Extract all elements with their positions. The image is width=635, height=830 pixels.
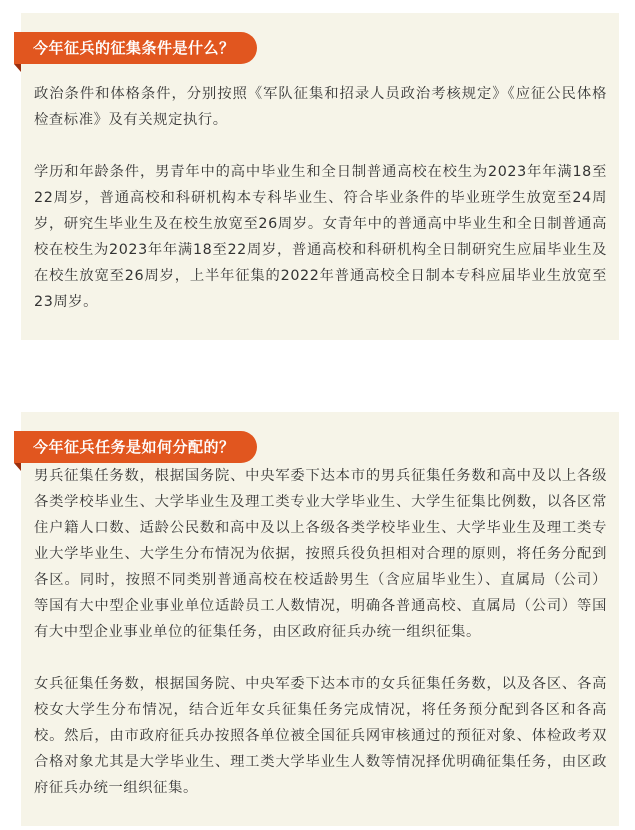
section-body (34, 81, 607, 315)
section-heading: 今年征兵的征集条件是什么？ (14, 32, 257, 64)
section-conditions (21, 13, 619, 340)
paragraph: 女兵征集任务数，根据国务院、中央军委下达本市的女兵征集任务数，以及各区、各高校女大学生分布情况，结合近年女兵征集任务完成情况，将任务预分配到各区和各高校。然后，由市政府征兵办按照各单位被全国征兵网审核通过的预征对象、体检政考双合格对象尤其是大学毕业生、理工类大学毕业生人数等情况择优明确征集任务，由区政府征兵办统一组织征集。 (34, 676, 607, 796)
section-body (34, 463, 607, 801)
paragraph: 政治条件和体格条件，分别按照《军队征集和招录人员政治考核规定》《应征公民体格检查标准》及有关规定执行。 (34, 86, 607, 128)
tag-fold-decoration (14, 64, 21, 72)
section-heading-tag (14, 32, 257, 64)
section-heading: 今年征兵任务是如何分配的？ (14, 431, 257, 463)
paragraph: 男兵征集任务数，根据国务院、中央军委下达本市的男兵征集任务数和高中及以上各级各类学校毕业生、大学毕业生及理工类专业大学毕业生、大学生征集比例数，以各区常住户籍人口数、适龄公民数和高中及以上各级各类学校毕业生、大学毕业生及理工类专业大学毕业生、大学生分布情况为依据，按照兵役负担相对合理的原则，将任务分配到各区。同时，按照不同类别普通高校在校适龄男生（含应届毕业生）、直属局（公司）等国有大中型企业事业单位适龄员工人数情况，明确各普通高校、直属局（公司）等国有大中型企业事业单位的征集任务，由区政府征兵办统一组织征集。 (34, 468, 607, 640)
tag-fold-decoration (14, 463, 21, 471)
paragraph: 学历和年龄条件，男青年中的高中毕业生和全日制普通高校在校生为2023年年满18至22周岁，普通高校和科研机构本专科毕业生、符合毕业条件的毕业班学生放宽至24周岁，研究生毕业生及在校生放宽至26周岁。女青年中的普通高中毕业生和全日制普通高校在校生为2023年年满18至22周岁，普通高校和科研机构全日制研究生应届毕业生及在校生放宽至26周岁，上半年征集的2022年普通高校全日制本专科应届毕业生放宽至23周岁。 (34, 164, 607, 310)
section-heading-tag (14, 431, 257, 463)
section-task-allocation (21, 412, 619, 826)
